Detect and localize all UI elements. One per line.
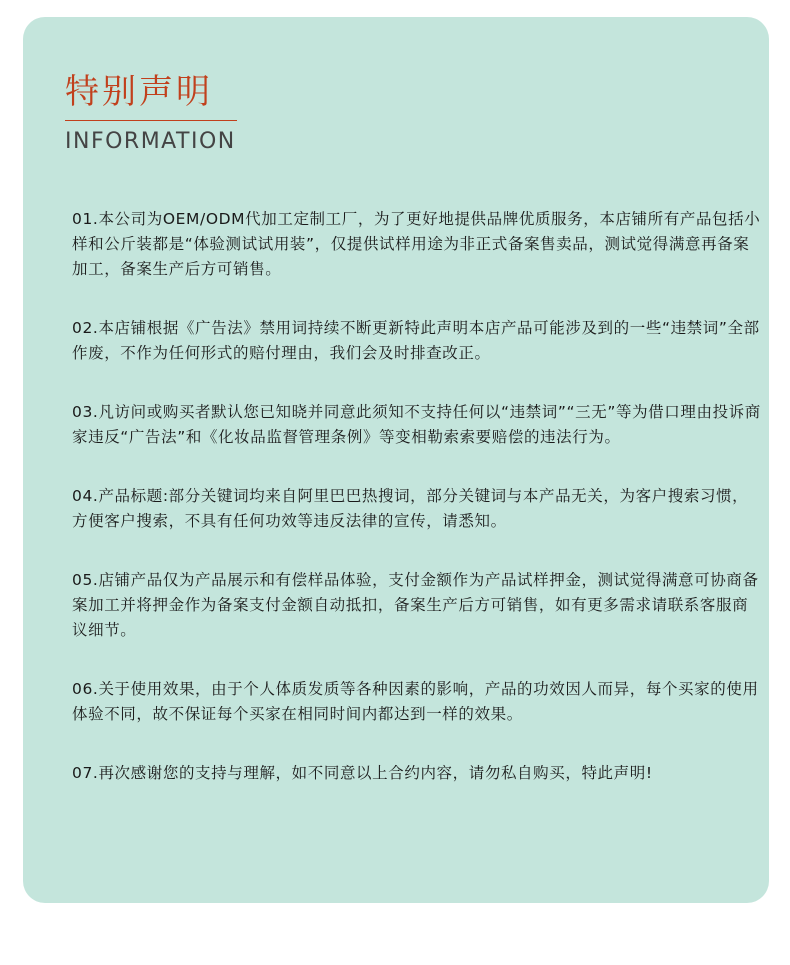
- notice-item-05: 05.店铺产品仅为产品展示和有偿样品体验，支付金额作为产品试样押金，测试觉得满意可协商备案加工并将押金作为备案支付金额自动抵扣，备案生产后方可销售，如有更多需求请联系客服商议细节。: [72, 571, 759, 639]
- notice-heading: [65, 72, 237, 156]
- notice-item-02: 02.本店铺根据《广告法》禁用词持续不断更新特此声明本店产品可能涉及到的一些“违禁词”全部作废，不作为任何形式的赔付理由，我们会及时排查改正。: [72, 319, 760, 362]
- notice-item-01: 01.本公司为OEM/ODM代加工定制工厂，为了更好地提供品牌优质服务，本店铺所有产品包括小样和公斤装都是“体验测试试用装”，仅提供试样用途为非正式备案售卖品，测试觉得满意再备案加工，备案生产后方可销售。: [72, 210, 761, 278]
- title-underline: [65, 120, 237, 121]
- notice-item-06: 06.关于使用效果，由于个人体质发质等各种因素的影响，产品的功效因人而异，每个买家的使用体验不同，故不保证每个买家在相同时间内都达到一样的效果。: [72, 680, 759, 723]
- notice-item-03: 03.凡访问或购买者默认您已知晓并同意此须知不支持任何以“违禁词”“三无”等为借口理由投诉商家违反“广告法”和《化妆品监督管理条例》等变相勒索索要赔偿的违法行为。: [72, 403, 761, 446]
- page-subtitle: INFORMATION: [65, 129, 236, 154]
- notice-card: [23, 17, 769, 903]
- notice-list: [72, 207, 762, 820]
- notice-item-07: 07.再次感谢您的支持与理解，如不同意以上合约内容，请勿私自购买，特此声明!: [72, 764, 653, 782]
- page-title: 特别声明: [65, 72, 213, 112]
- notice-item-04: 04.产品标题:部分关键词均来自阿里巴巴热搜词，部分关键词与本产品无关，为客户搜索习惯，方便客户搜索，不具有任何功效等违反法律的宣传，请悉知。: [72, 487, 749, 530]
